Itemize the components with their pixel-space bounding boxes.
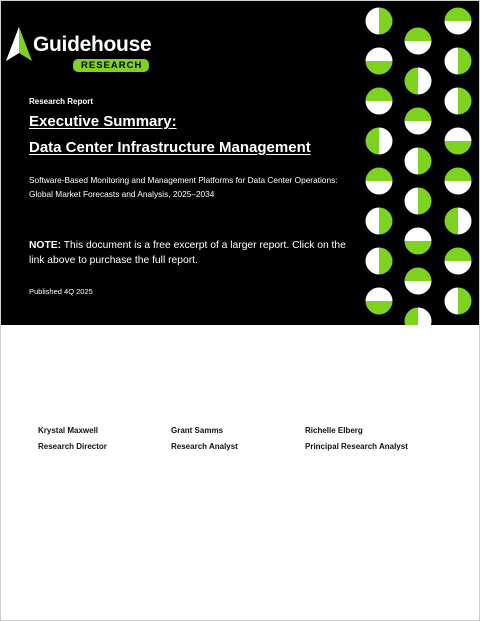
logo-mark-icon xyxy=(6,27,32,63)
pattern-circle xyxy=(366,8,393,35)
author-item xyxy=(171,426,238,451)
author-role: Research Director xyxy=(38,442,107,451)
pattern-circle xyxy=(405,188,432,215)
pattern-circle xyxy=(405,308,432,326)
brand-badge: RESEARCH xyxy=(73,59,149,72)
title-line-1[interactable]: Executive Summary: xyxy=(29,113,177,130)
subtitle: Software-Based Monitoring and Management Platforms for Data Center Operations: Global Market Forecasts and Analysis, 2025–2034 xyxy=(29,175,338,199)
pattern-circle xyxy=(445,88,472,115)
pattern-circle xyxy=(366,248,393,275)
brand-name: Guidehouse xyxy=(33,33,152,56)
pattern-circle xyxy=(445,168,472,195)
pattern-circle xyxy=(445,208,472,235)
pattern-circle xyxy=(405,28,432,55)
pattern-circle xyxy=(366,88,393,115)
note xyxy=(29,238,349,268)
pattern-circle xyxy=(405,68,432,95)
note-label: NOTE: xyxy=(29,240,62,251)
brand-logo xyxy=(6,27,152,75)
pattern-circle xyxy=(366,288,393,315)
author-role: Principal Research Analyst xyxy=(305,442,408,451)
pattern-circle xyxy=(405,148,432,175)
published-date: Published 4Q 2025 xyxy=(29,287,93,296)
pattern-circle xyxy=(445,248,472,275)
pattern-circle xyxy=(445,8,472,35)
pattern-circle xyxy=(405,268,432,295)
report-type: Research Report xyxy=(29,97,94,106)
decorative-circle-pattern xyxy=(361,1,479,325)
pattern-circle xyxy=(405,108,432,135)
author-item xyxy=(38,426,107,451)
note-text: This document is a free excerpt of a larger report. Click on the link above to purchase the full report. xyxy=(29,240,346,266)
author-name: Krystal Maxwell xyxy=(38,426,99,435)
pattern-circle xyxy=(366,168,393,195)
author-role: Research Analyst xyxy=(171,442,238,451)
pattern-circle xyxy=(366,208,393,235)
pattern-circle xyxy=(366,48,393,75)
author-name: Grant Samms xyxy=(171,426,224,435)
author-item xyxy=(305,426,408,451)
pattern-circle xyxy=(366,128,393,155)
cover-panel xyxy=(1,1,479,325)
pattern-circle xyxy=(405,228,432,255)
title-line-2[interactable]: Data Center Infrastructure Management xyxy=(29,139,311,156)
author-name: Richelle Elberg xyxy=(305,426,363,435)
pattern-circle xyxy=(445,48,472,75)
pattern-circle xyxy=(445,288,472,315)
pattern-circle xyxy=(445,128,472,155)
